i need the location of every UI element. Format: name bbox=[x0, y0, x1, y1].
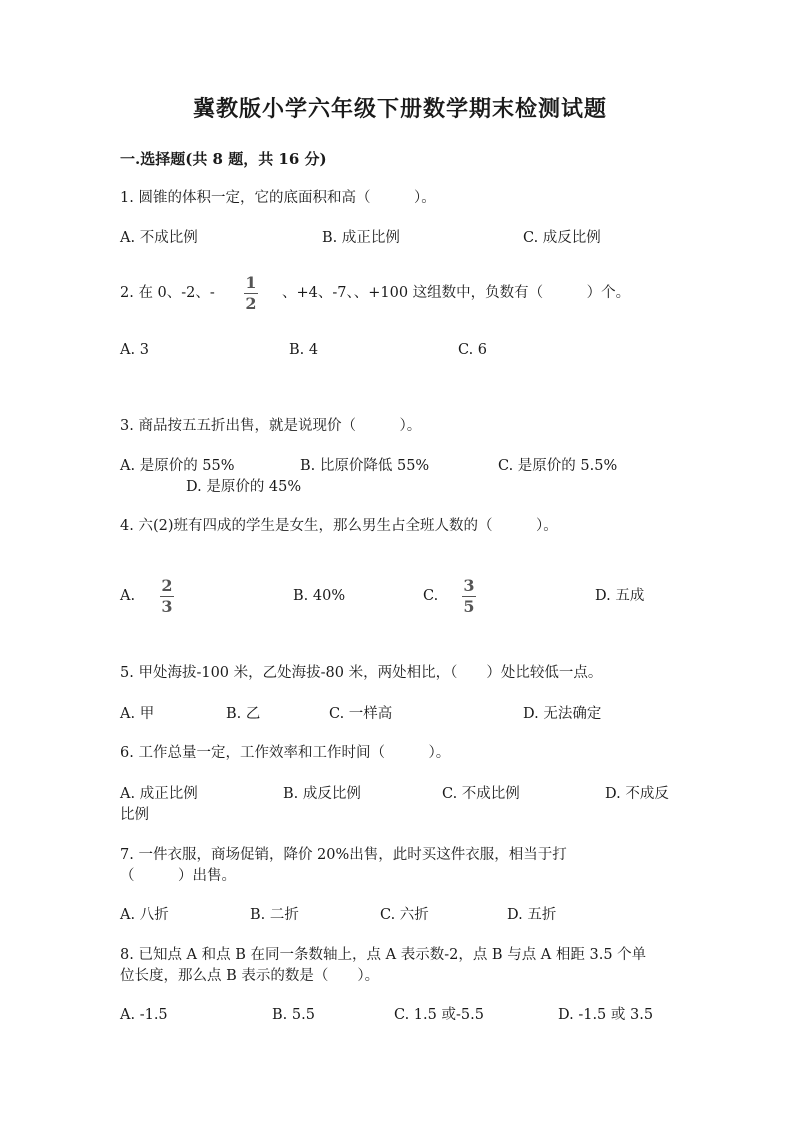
q5-option-a: A. 甲 bbox=[120, 706, 155, 722]
q8-option-d: D. -1.5 或 3.5 bbox=[558, 1007, 654, 1023]
question-3-stem: 3. 商品按五五折出售，就是说现价（ ）。 bbox=[120, 418, 422, 434]
q4-option-a-label: A. bbox=[120, 588, 136, 604]
question-7-stem-line1: 7. 一件衣服，商场促销，降价 20%出售，此时买这件衣服，相当于打 bbox=[120, 847, 567, 863]
q5-option-d: D. 无法确定 bbox=[523, 706, 602, 722]
section-heading: 一.选择题(共 8 题，共 16 分) bbox=[120, 150, 327, 168]
q4-option-c-label: C. bbox=[423, 588, 439, 604]
q7-option-b: B. 二折 bbox=[250, 907, 299, 923]
question-1-stem: 1. 圆锥的体积一定，它的底面积和高（ ）。 bbox=[120, 190, 436, 206]
q3-option-d: D. 是原价的 45% bbox=[186, 479, 302, 495]
page-title: 冀教版小学六年级下册数学期末检测试题 bbox=[192, 96, 607, 122]
q3-option-a: A. 是原价的 55% bbox=[120, 458, 235, 474]
fraction-numerator: 2 bbox=[161, 576, 173, 595]
q1-option-c: C. 成反比例 bbox=[523, 230, 601, 246]
q6-option-c: C. 不成比例 bbox=[442, 786, 520, 802]
q2-option-c: C. 6 bbox=[458, 342, 488, 358]
question-4-stem: 4. 六(2)班有四成的学生是女生，那么男生占全班人数的（ ）。 bbox=[120, 518, 558, 534]
question-8-stem-line1: 8. 已知点 A 和点 B 在同一条数轴上，点 A 表示数-2，点 B 与点 A 相距 3.5 个单 bbox=[120, 947, 647, 963]
q4-option-d: D. 五成 bbox=[595, 588, 645, 604]
fraction-numerator: 3 bbox=[463, 576, 475, 595]
q5-option-c: C. 一样高 bbox=[329, 706, 393, 722]
q4-option-a-fraction bbox=[160, 577, 174, 616]
q4-option-b: B. 40% bbox=[293, 588, 346, 604]
q6-option-a: A. 成正比例 bbox=[120, 786, 198, 802]
q2-option-a: A. 3 bbox=[120, 342, 149, 358]
q6-option-d-line1: D. 不成反 bbox=[605, 786, 669, 802]
q7-option-c: C. 六折 bbox=[380, 907, 429, 923]
question-5-stem: 5. 甲处海拔-100 米，乙处海拔-80 米，两处相比，（ ）处比较低一点。 bbox=[120, 665, 603, 681]
q6-option-b: B. 成反比例 bbox=[283, 786, 361, 802]
q7-option-d: D. 五折 bbox=[507, 907, 557, 923]
q1-option-a: A. 不成比例 bbox=[120, 230, 198, 246]
question-2-stem-part2: 、+4、-7、、+100 这组数中，负数有（ ）个。 bbox=[282, 285, 631, 301]
q6-option-d-line2: 比例 bbox=[120, 807, 149, 823]
q8-option-a: A. -1.5 bbox=[120, 1007, 168, 1023]
q3-option-c: C. 是原价的 5.5% bbox=[498, 458, 618, 474]
q2-fraction bbox=[244, 274, 258, 313]
question-2-stem-part1: 2. 在 0、-2、- bbox=[120, 285, 215, 301]
q3-option-b: B. 比原价降低 55% bbox=[300, 458, 430, 474]
q5-option-b: B. 乙 bbox=[226, 706, 261, 722]
q4-option-c-fraction bbox=[462, 577, 476, 616]
q8-option-c: C. 1.5 或-5.5 bbox=[394, 1007, 484, 1023]
question-7-stem-line2: （ ）出售。 bbox=[120, 868, 236, 884]
q8-option-b: B. 5.5 bbox=[272, 1007, 315, 1023]
q1-option-b: B. 成正比例 bbox=[322, 230, 400, 246]
question-6-stem: 6. 工作总量一定，工作效率和工作时间（ ）。 bbox=[120, 745, 451, 761]
q7-option-a: A. 八折 bbox=[120, 907, 169, 923]
fraction-numerator: 1 bbox=[245, 273, 257, 292]
fraction-denominator: 2 bbox=[245, 294, 257, 313]
fraction-denominator: 3 bbox=[161, 597, 173, 616]
q2-option-b: B. 4 bbox=[289, 342, 319, 358]
fraction-denominator: 5 bbox=[463, 597, 475, 616]
question-8-stem-line2: 位长度，那么点 B 表示的数是（ ）。 bbox=[120, 968, 380, 984]
